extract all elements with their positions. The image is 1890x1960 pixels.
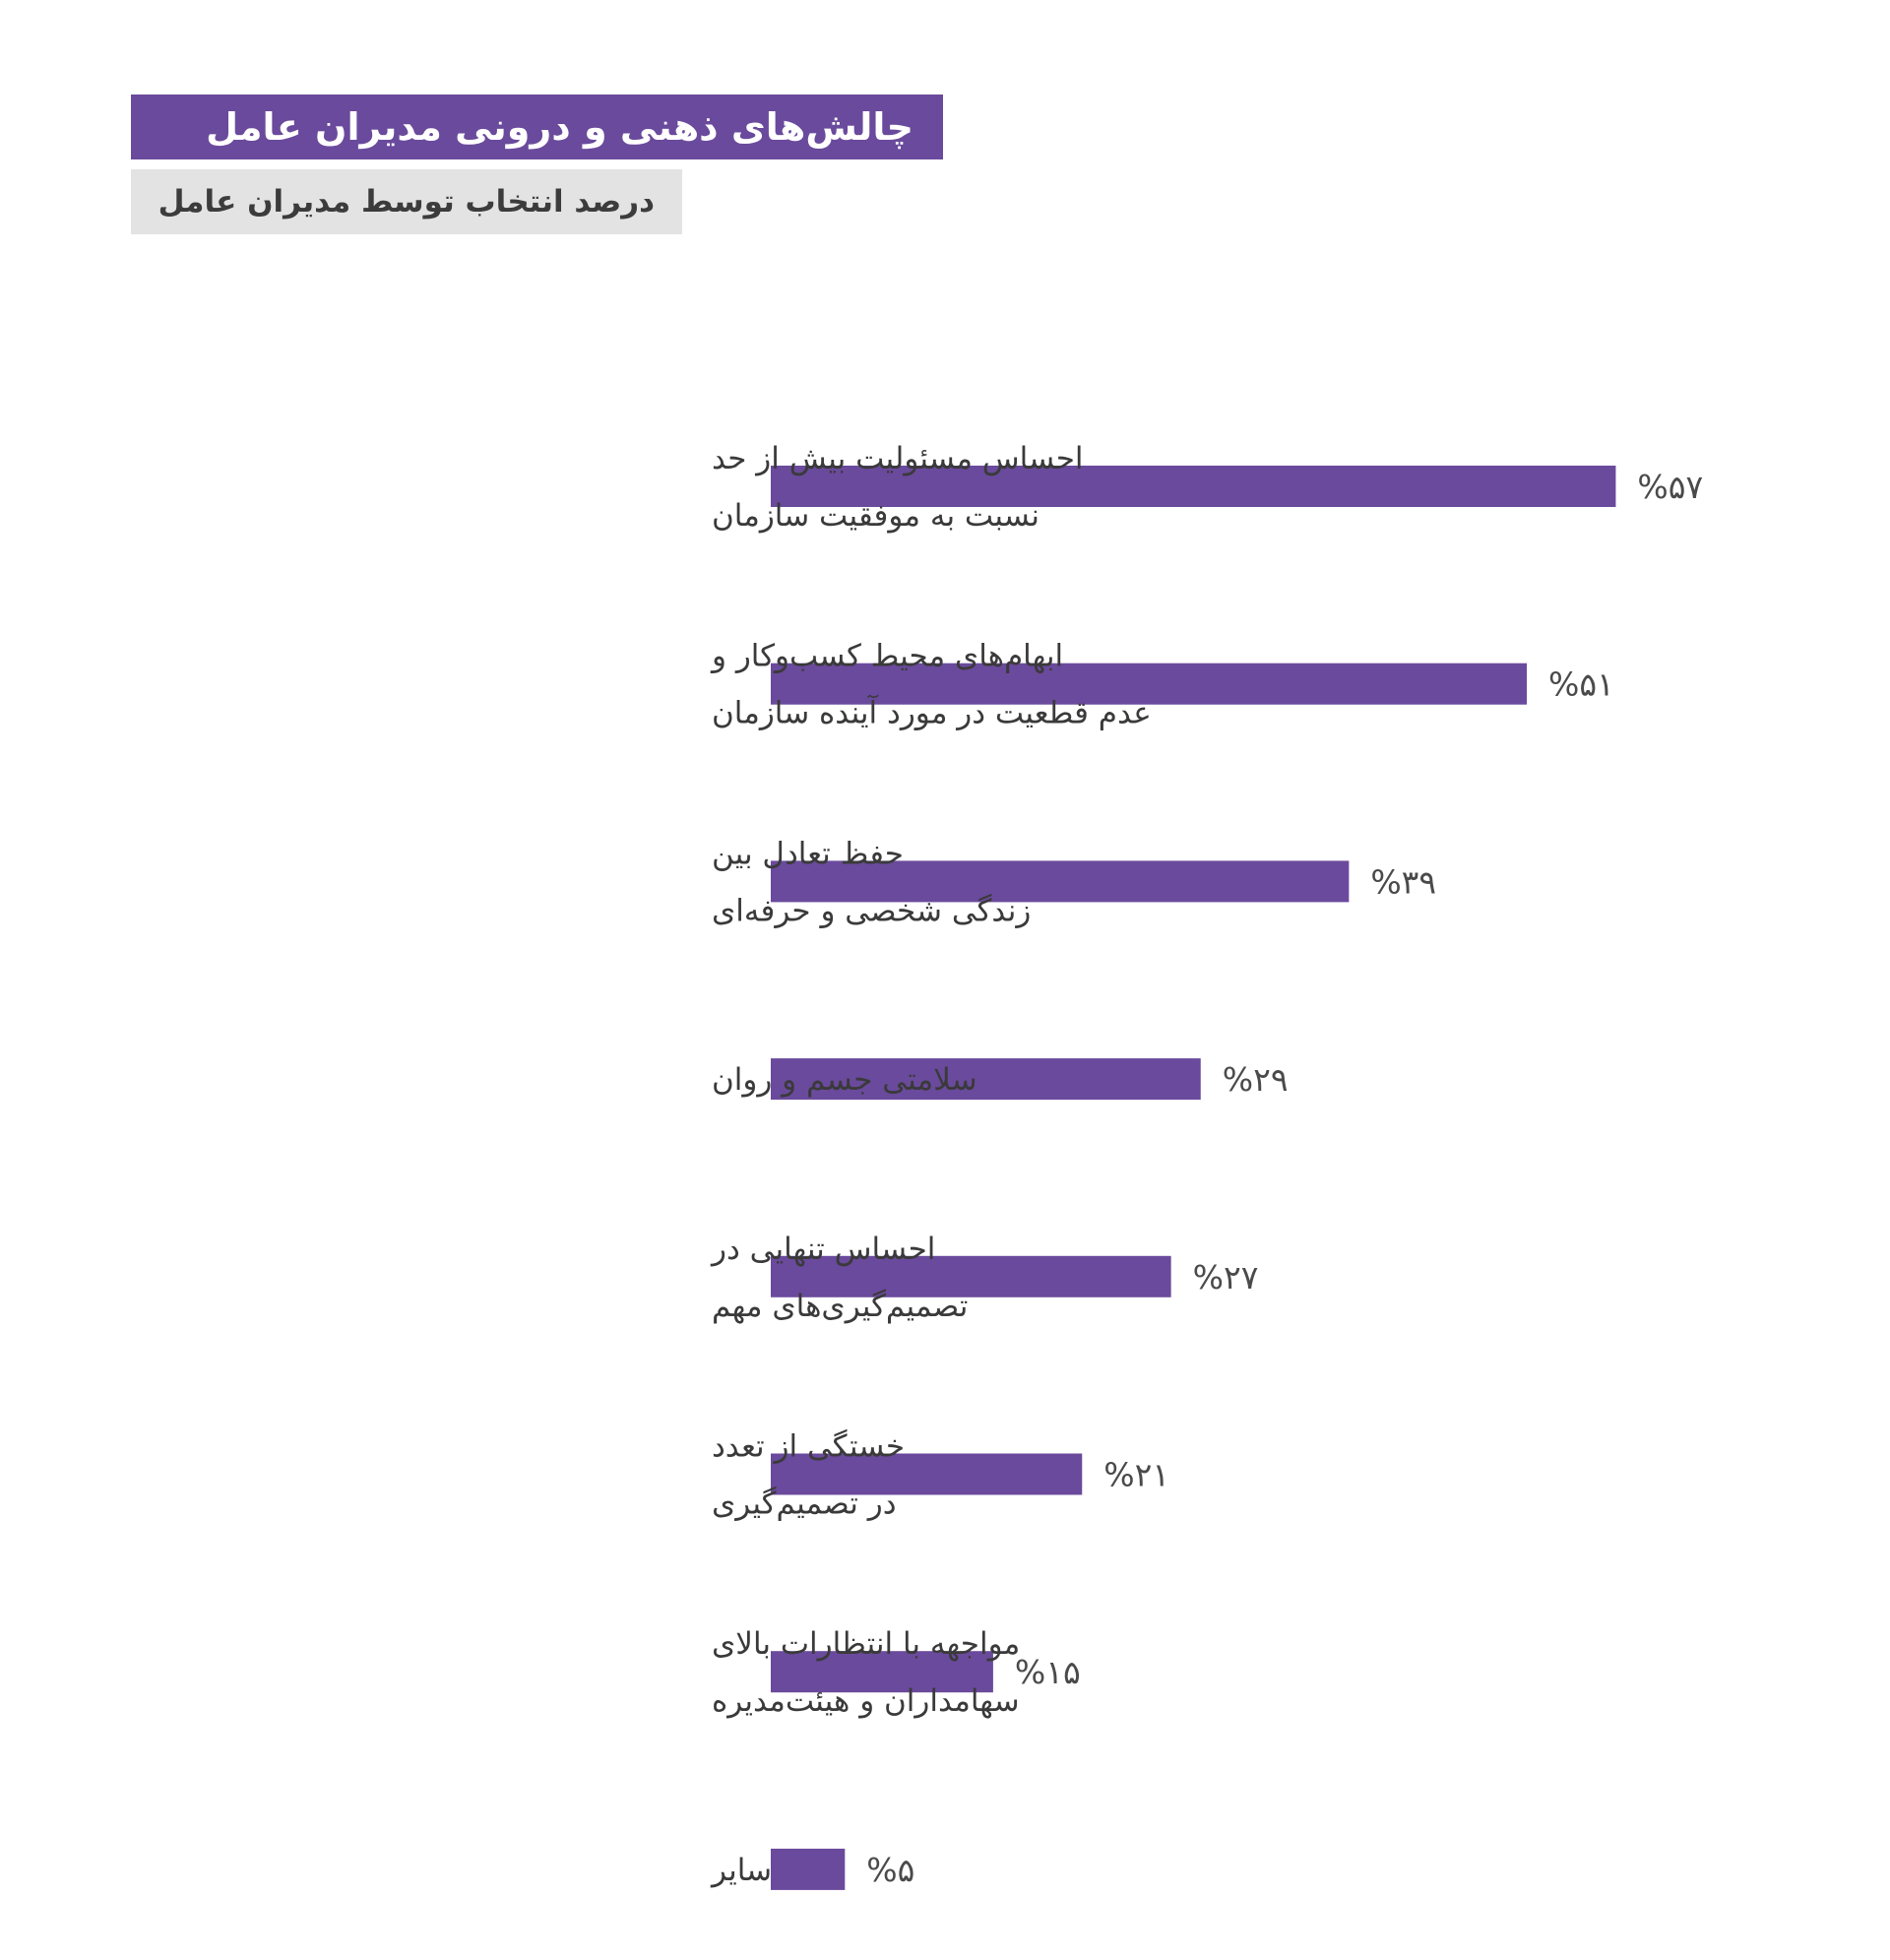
category-label: سلامتی جسم و روان (712, 1062, 977, 1099)
category-label: در تصمیم‌گیری (712, 1486, 897, 1522)
value-label: %۲۷ (1192, 1257, 1259, 1296)
category-label: عدم قطعیت در مورد آینده سازمان (712, 695, 1152, 731)
value-label: %۵۷ (1637, 468, 1704, 506)
category-label: سایر (712, 1852, 773, 1888)
value-label: %۲۱ (1103, 1455, 1170, 1494)
value-label: %۵۱ (1548, 664, 1614, 704)
value-label: %۲۹ (1222, 1060, 1289, 1100)
category-label: تصمیم‌گیری‌های مهم (712, 1288, 969, 1324)
chart-title: چالش‌های ذهنی و درونی مدیران عامل (206, 105, 914, 149)
category-label: سهامداران و هیئت‌مدیره (712, 1683, 1020, 1720)
category-label: ابهام‌های محیط کسب‌وکار و (712, 638, 1064, 674)
value-label: %۵ (866, 1850, 915, 1889)
category-label: نسبت به موفقیت سازمان (712, 498, 1040, 534)
category-label: حفظ تعادل بین (712, 836, 904, 872)
bar (771, 1849, 845, 1890)
category-label: خستگی از تعدد (712, 1428, 906, 1465)
category-label: زندگی شخصی و حرفه‌ای (712, 893, 1032, 929)
chart-subtitle: درصد انتخاب توسط مدیران عامل (158, 184, 655, 220)
value-label: %۳۹ (1370, 862, 1437, 902)
category-label: احساس تنهایی در (712, 1231, 936, 1267)
category-label: مواجهه با انتظارات بالای (712, 1626, 1021, 1663)
value-label: %۱۵ (1014, 1653, 1081, 1692)
category-label: احساس مسئولیت بیش از حد (712, 441, 1084, 476)
